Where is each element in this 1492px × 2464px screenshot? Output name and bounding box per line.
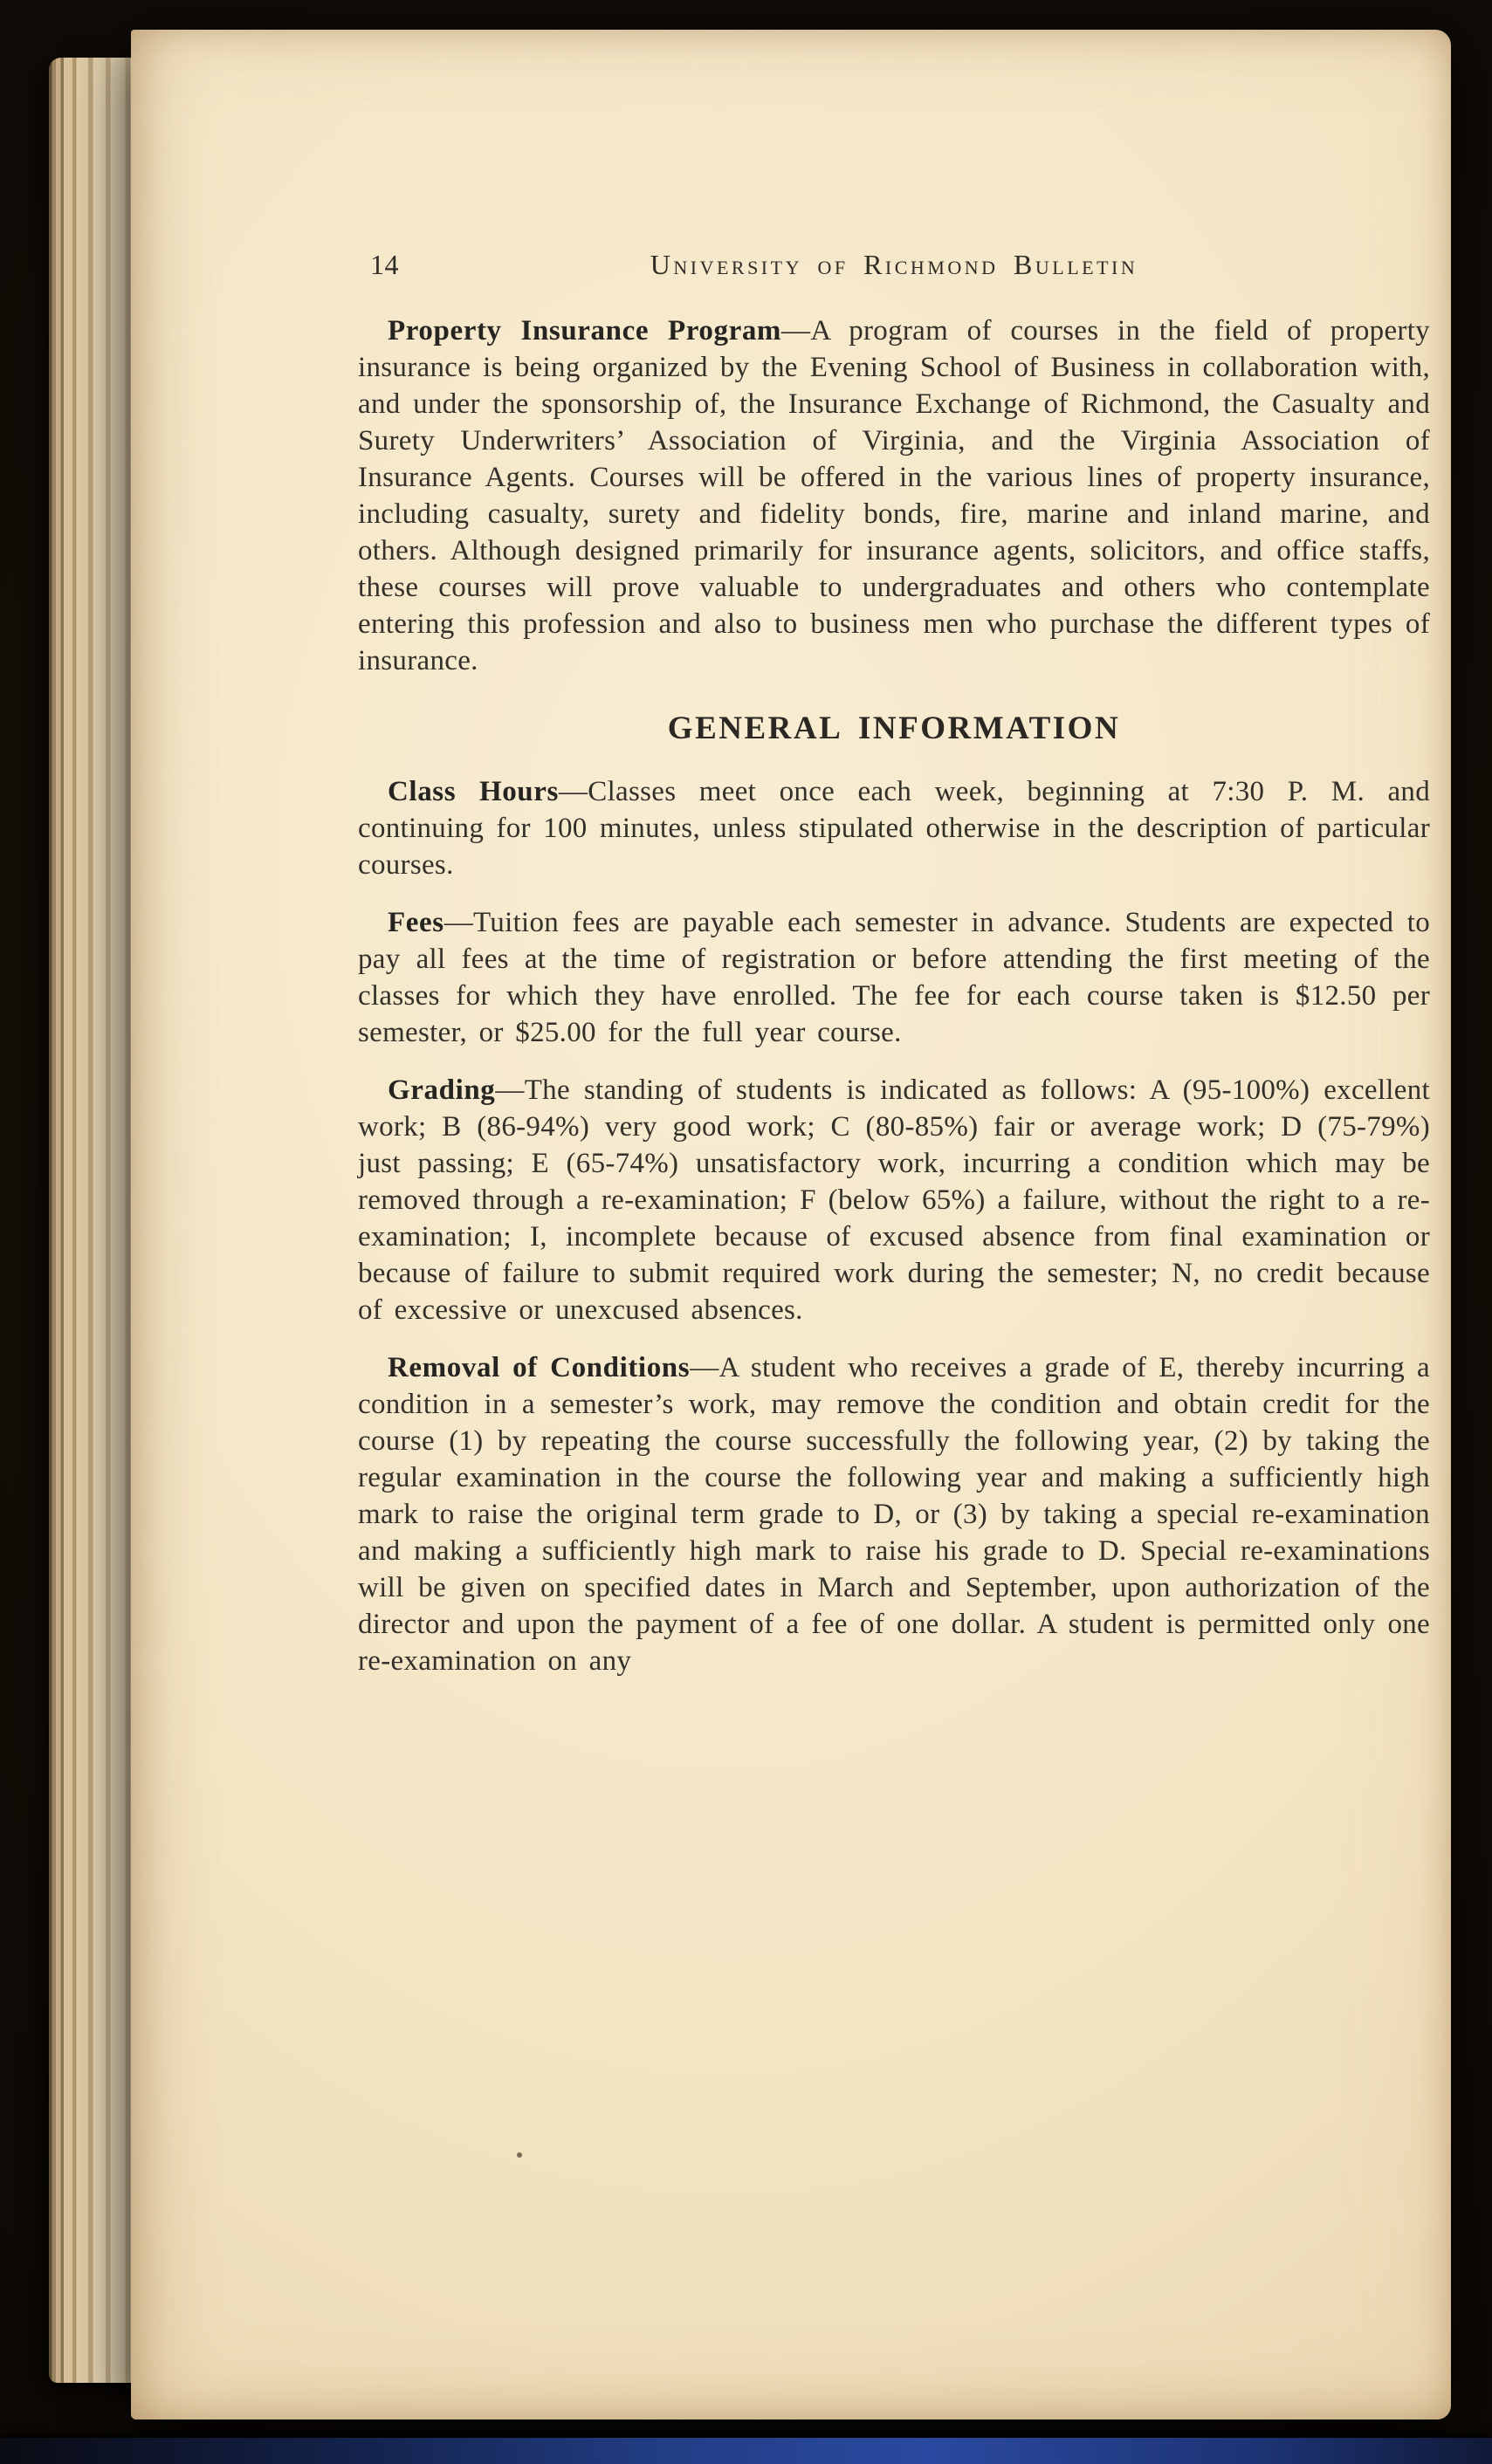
- paragraph-removal-of-conditions: [358, 1349, 1430, 1679]
- paragraph-lead-fees: Fees: [388, 907, 444, 938]
- paragraph-text-fees: —Tuition fees are payable each semester in advance. Students are expected to pay all fees at the time of registration or before attending the first meeting of the classes for which they have enrolled. The fee for each course taken is $12.50 per semester, or $25.00 for the full year course.: [358, 907, 1430, 1048]
- paragraph-class-hours: [358, 773, 1430, 883]
- book-page: [131, 30, 1451, 2419]
- paragraph-text-property-insurance-program: —A program of courses in the field of property insurance is being organized by the Evening School of Business in collaboration with, and under the sponsorship of, the Insurance Exchange of Richmond, the Casualty and Surety Underwriters’ Association of Virginia, and the Virginia Association of Insurance Agents. Courses will be offered in the various lines of property insurance, including casualty, surety and fidelity bonds, fire, marine and inland marine, and others. Although designed primarily for insurance agents, solicitors, and office staffs, these courses will prove valuable to undergraduates and others who contemplate entering this profession and also to business men who purchase the different types of insurance.: [358, 315, 1430, 676]
- scan-speck: [517, 2152, 522, 2158]
- section-heading-general-information: GENERAL INFORMATION: [667, 710, 1121, 746]
- paragraph-lead-removal-of-conditions: Removal of Conditions: [388, 1352, 691, 1383]
- paragraph-grading: [358, 1072, 1430, 1328]
- paragraph-text-grading: —The standing of students is indicated as follows: A (95-100%) excellent work; B (86-94%) very good work; C (80-85%) fair or average work; D (75-79%) just passing; E (65-74%) unsatisfactory work, incurring a condition which may be removed through a re-examination; F (below 65%) a failure, without the right to a re-examination; I, incomplete because of excused absence from final examination or because of failure to submit required work during the semester; N, no credit because of excessive or unexcused absences.: [358, 1074, 1430, 1326]
- paragraph-property-insurance-program: [358, 312, 1430, 679]
- paragraph-text-removal-of-conditions: —A student who receives a grade of E, thereby incurring a condition in a semester’s work, may remove the condition and obtain credit for the course (1) by repeating the course successfully the following year, (2) by taking the regular examination in the course the following year and making a sufficiently high mark to raise the original term grade to D, or (3) by taking a special re-examination and making a sufficiently high mark to raise his grade to D. Special re-examinations will be given on specified dates in March and September, upon authorization of the director and upon the payment of a fee of one dollar. A student is permitted only one re-examination on any: [358, 1352, 1430, 1677]
- paragraph-lead-class-hours: Class Hours: [388, 776, 559, 807]
- paragraph-lead-property-insurance-program: Property Insurance Program: [388, 315, 782, 347]
- running-header-title: University of Richmond Bulletin: [650, 249, 1138, 280]
- page-number: 14: [370, 249, 399, 280]
- paragraph-lead-grading: Grading: [388, 1074, 496, 1106]
- page-content: [131, 30, 1447, 1679]
- paragraph-text-class-hours: —Classes meet once each week, beginning at 7:30 P. M. and continuing for 100 minutes, unless stipulated otherwise in the description of particular courses.: [358, 776, 1430, 881]
- book-cover-edge: [0, 2438, 1492, 2464]
- running-head: [358, 246, 1430, 285]
- paragraph-fees: [358, 904, 1430, 1051]
